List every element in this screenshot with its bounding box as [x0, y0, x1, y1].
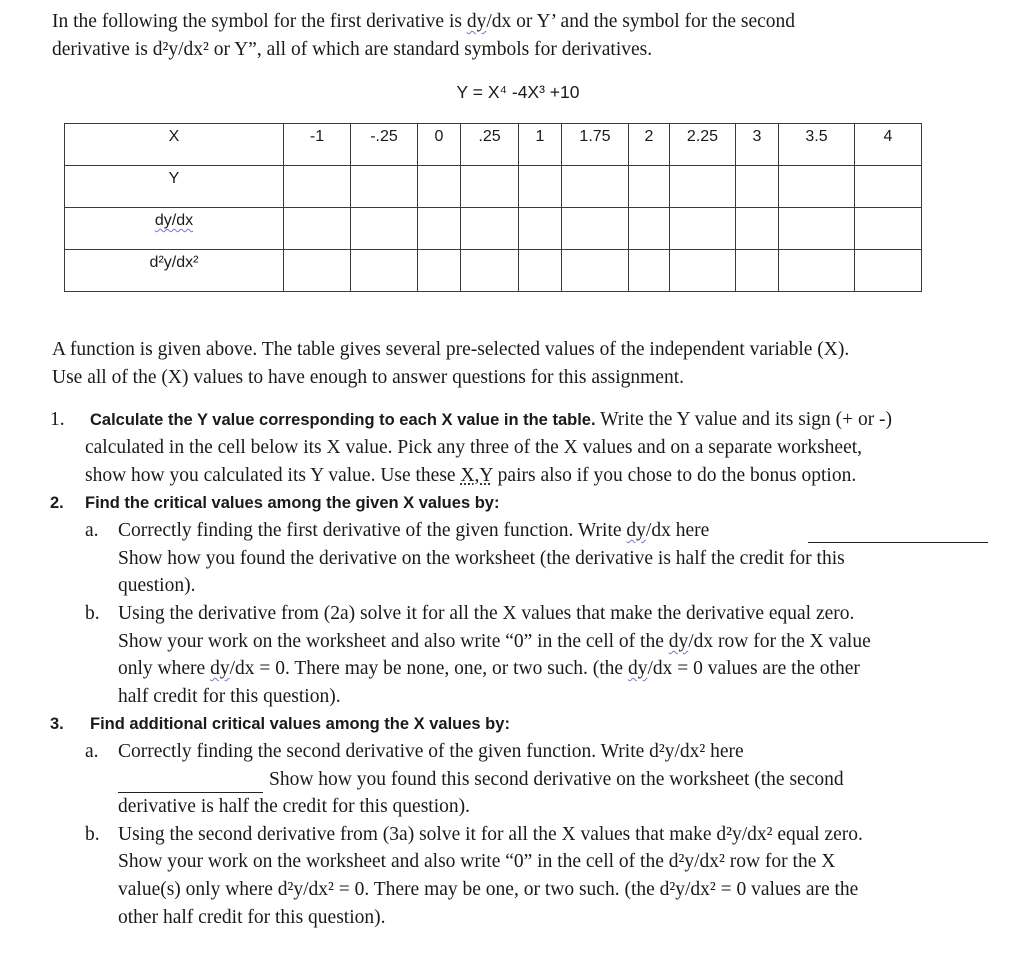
- q3b-line-2: Show your work on the worksheet and also write “0” in the cell of the d²y/dx² row for the X: [118, 851, 836, 872]
- empty-cell[interactable]: [779, 250, 855, 292]
- x-value-cell: 0: [418, 124, 461, 166]
- empty-cell[interactable]: [670, 250, 736, 292]
- empty-cell[interactable]: [629, 166, 670, 208]
- empty-cell[interactable]: [855, 250, 922, 292]
- q2-number: 2.: [50, 494, 64, 512]
- table-row-dydx: [65, 208, 922, 250]
- q3b-line-4: other half credit for this question).: [118, 907, 386, 928]
- empty-cell[interactable]: [461, 166, 519, 208]
- empty-cell[interactable]: [284, 208, 351, 250]
- empty-cell[interactable]: [736, 166, 779, 208]
- row-label-dydx: dy/dx: [65, 208, 284, 250]
- x-value-cell: 4: [855, 124, 922, 166]
- q1-line-2: calculated in the cell below its X value. Pick any three of the X values and on a separate worksheet,: [85, 437, 863, 458]
- x-value-cell: -1: [284, 124, 351, 166]
- q2a-letter: a.: [85, 520, 99, 541]
- function-equation: Y = X⁴ -4X³ +10: [456, 82, 580, 102]
- row-label-d2ydx2: d²y/dx²: [65, 250, 284, 292]
- q3b-line-1: Using the second derivative from (3a) solve it for all the X values that make d²y/dx² equal zero.: [118, 824, 863, 845]
- q2-heading: Find the critical values among the given X values by:: [85, 494, 500, 512]
- empty-cell[interactable]: [519, 166, 562, 208]
- q3a-answer-blank[interactable]: [118, 774, 263, 793]
- table-row-y: [65, 166, 922, 208]
- row-label-y: Y: [65, 166, 284, 208]
- x-value-cell: 1: [519, 124, 562, 166]
- empty-cell[interactable]: [855, 166, 922, 208]
- x-value-cell: .25: [461, 124, 519, 166]
- empty-cell[interactable]: [284, 250, 351, 292]
- q1-number: 1.: [50, 409, 65, 430]
- description-paragraph: A function is given above. The table gives several pre-selected values of the independent variable (X). Use all of the (X) values to have enough to answer questions for this assignment.: [52, 339, 850, 388]
- empty-cell[interactable]: [629, 208, 670, 250]
- empty-cell[interactable]: [461, 208, 519, 250]
- q2a-line-1: Correctly finding the first derivative of the given function. Write dy/dx here: [118, 520, 710, 541]
- q1-line-1: Calculate the Y value corresponding to each X value in the table. Write the Y value and its sign (+ or -): [90, 409, 893, 430]
- x-value-cell: 2.25: [670, 124, 736, 166]
- q1-line-3: show how you calculated its Y value. Use these X,Y pairs also if you chose to do the bonus option.: [85, 465, 857, 486]
- x-value-cell: 3: [736, 124, 779, 166]
- empty-cell[interactable]: [670, 208, 736, 250]
- intro-text: [52, 8, 1012, 64]
- empty-cell[interactable]: [418, 250, 461, 292]
- intro-line-2: derivative is d²y/dx² or Y”, all of which are standard symbols for derivatives.: [52, 39, 653, 60]
- empty-cell[interactable]: [284, 166, 351, 208]
- empty-cell[interactable]: [351, 250, 418, 292]
- q3a-line-1: Correctly finding the second derivative of the given function. Write d²y/dx² here: [118, 741, 744, 762]
- spellcheck-word: dy: [466, 11, 487, 32]
- empty-cell[interactable]: [418, 208, 461, 250]
- x-value-cell: -.25: [351, 124, 418, 166]
- q2b-line-3: only where dy/dx = 0. There may be none, one, or two such. (the dy/dx = 0 values are the other: [118, 658, 860, 679]
- q2b-line-1: Using the derivative from (2a) solve it for all the X values that make the derivative equal zero.: [118, 603, 855, 624]
- values-table: [64, 123, 922, 292]
- empty-cell[interactable]: [629, 250, 670, 292]
- q2a-line-3: question).: [118, 575, 196, 596]
- q2b-letter: b.: [85, 603, 100, 624]
- empty-cell[interactable]: [562, 250, 629, 292]
- empty-cell[interactable]: [670, 166, 736, 208]
- q3b-line-3: value(s) only where d²y/dx² = 0. There may be one, or two such. (the d²y/dx² = 0 values are the: [118, 879, 859, 900]
- x-value-cell: 2: [629, 124, 670, 166]
- q2b-line-4: half credit for this question).: [118, 686, 341, 707]
- empty-cell[interactable]: [562, 208, 629, 250]
- empty-cell[interactable]: [779, 166, 855, 208]
- q2a-line-2: Show how you found the derivative on the worksheet (the derivative is half the credit for this: [118, 548, 845, 569]
- empty-cell[interactable]: [418, 166, 461, 208]
- empty-cell[interactable]: [519, 208, 562, 250]
- q3a-line-2: Show how you found this second derivative on the worksheet (the second: [269, 769, 844, 790]
- q2a-answer-blank[interactable]: [808, 524, 988, 543]
- q3-heading: Find additional critical values among the X values by:: [90, 715, 510, 733]
- empty-cell[interactable]: [351, 166, 418, 208]
- x-value-cell: 1.75: [562, 124, 629, 166]
- empty-cell[interactable]: [779, 208, 855, 250]
- table-row-x: [65, 124, 922, 166]
- table-row-d2ydx2: [65, 250, 922, 292]
- empty-cell[interactable]: [351, 208, 418, 250]
- q3a-letter: a.: [85, 741, 99, 762]
- empty-cell[interactable]: [519, 250, 562, 292]
- q1-heading: Calculate the Y value corresponding to each X value in the table.: [90, 411, 596, 429]
- empty-cell[interactable]: [461, 250, 519, 292]
- empty-cell[interactable]: [736, 250, 779, 292]
- q2b-line-2: Show your work on the worksheet and also write “0” in the cell of the dy/dx row for the X value: [118, 631, 871, 652]
- empty-cell[interactable]: [736, 208, 779, 250]
- q3b-letter: b.: [85, 824, 100, 845]
- empty-cell[interactable]: [855, 208, 922, 250]
- empty-cell[interactable]: [562, 166, 629, 208]
- q3a-line-3: derivative is half the credit for this question).: [118, 796, 470, 817]
- q3-number: 3.: [50, 715, 64, 733]
- x-value-cell: 3.5: [779, 124, 855, 166]
- row-label-x: X: [65, 124, 284, 166]
- intro-line-1: In the following the symbol for the first derivative is dy/dx or Y’ and the symbol for the second: [52, 11, 796, 32]
